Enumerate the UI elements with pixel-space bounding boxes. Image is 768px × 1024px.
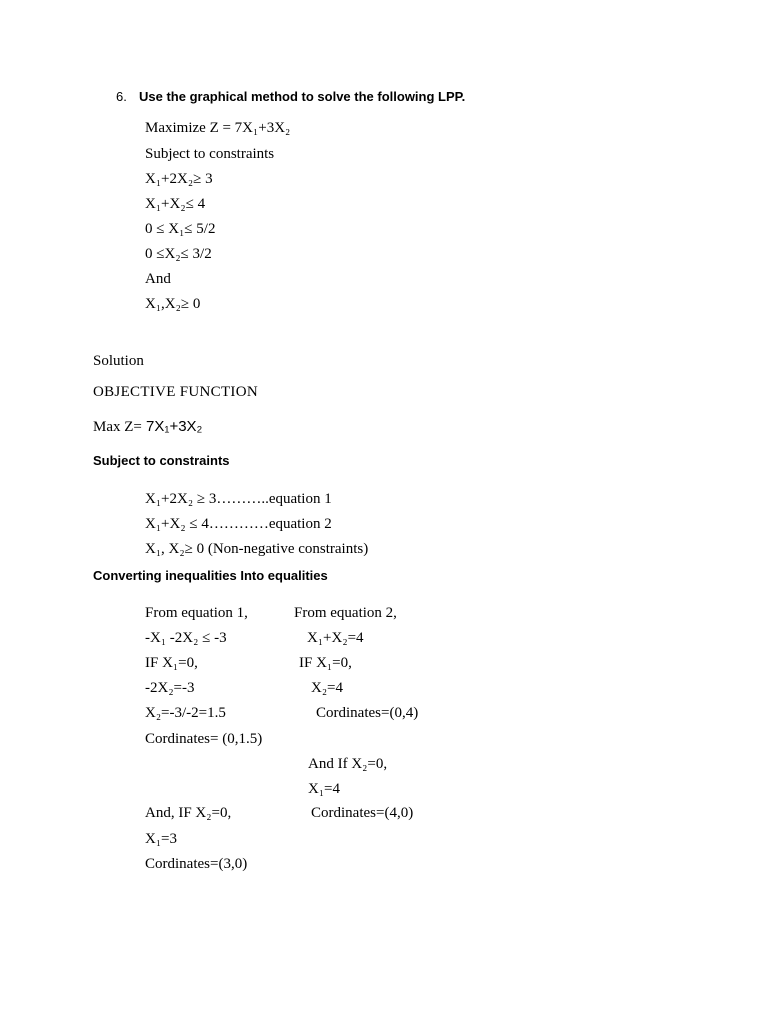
left-if-x2-zero: And, IF X₂=0, bbox=[145, 805, 232, 821]
problem-constraint-2: X₁+X₂≤ 4 bbox=[145, 196, 206, 212]
solution-constraint-1: X₁+2X₂ ≥ 3………..equation 1 bbox=[145, 491, 332, 507]
left-x2-value: X₂=-3/-2=1.5 bbox=[145, 705, 226, 721]
subject-to-heading: Subject to constraints bbox=[93, 453, 230, 468]
left-minus-2x2: -2X₂=-3 bbox=[145, 680, 195, 696]
problem-nonneg: X₁,X₂≥ 0 bbox=[145, 296, 201, 312]
right-x2-value: X₂=4 bbox=[311, 680, 344, 696]
right-if-x2-zero: And If X₂=0, bbox=[308, 756, 388, 772]
max-z-expression: 7X₁+3X₂ bbox=[141, 418, 203, 435]
problem-constraint-4: 0 ≤X₂≤ 3/2 bbox=[145, 246, 212, 262]
right-coordinates-2: Cordinates=(4,0) bbox=[311, 805, 414, 821]
left-coordinates-2: Cordinates=(3,0) bbox=[145, 856, 248, 872]
problem-constraint-1: X₁+2X₂≥ 3 bbox=[145, 171, 213, 187]
left-x1-value: X₁=3 bbox=[145, 831, 178, 847]
max-z-prefix: Max Z= bbox=[93, 419, 142, 435]
max-z-line bbox=[93, 419, 202, 435]
left-coordinates-1: Cordinates= (0,1.5) bbox=[145, 731, 263, 747]
problem-subject-to: Subject to constraints bbox=[145, 146, 275, 162]
right-if-x1-zero: IF X₁=0, bbox=[299, 655, 352, 671]
problem-and: And bbox=[145, 271, 171, 287]
left-if-x1-zero: IF X₁=0, bbox=[145, 655, 198, 671]
problem-objective: Maximize Z = 7X₁+3X₂ bbox=[145, 120, 291, 136]
objective-function-label: OBJECTIVE FUNCTION bbox=[93, 384, 258, 400]
solution-constraint-3: X₁, X₂≥ 0 (Non-negative constraints) bbox=[145, 541, 369, 557]
converting-heading: Converting inequalities Into equalities bbox=[93, 568, 328, 583]
right-equation-2-rewrite: X₁+X₂=4 bbox=[307, 630, 364, 646]
left-from-equation-1: From equation 1, bbox=[145, 605, 248, 621]
question-heading: Use the graphical method to solve the following LPP. bbox=[139, 89, 466, 104]
right-from-equation-2: From equation 2, bbox=[294, 605, 397, 621]
left-equation-1-rewrite: -X₁ -2X₂ ≤ -3 bbox=[145, 630, 227, 646]
right-coordinates-1: Cordinates=(0,4) bbox=[316, 705, 419, 721]
solution-title: Solution bbox=[93, 353, 144, 369]
solution-constraint-2: X₁+X₂ ≤ 4…………equation 2 bbox=[145, 516, 332, 532]
right-x1-value: X₁=4 bbox=[308, 781, 341, 797]
problem-constraint-3: 0 ≤ X₁≤ 5/2 bbox=[145, 221, 216, 237]
question-number: 6. bbox=[116, 89, 127, 104]
